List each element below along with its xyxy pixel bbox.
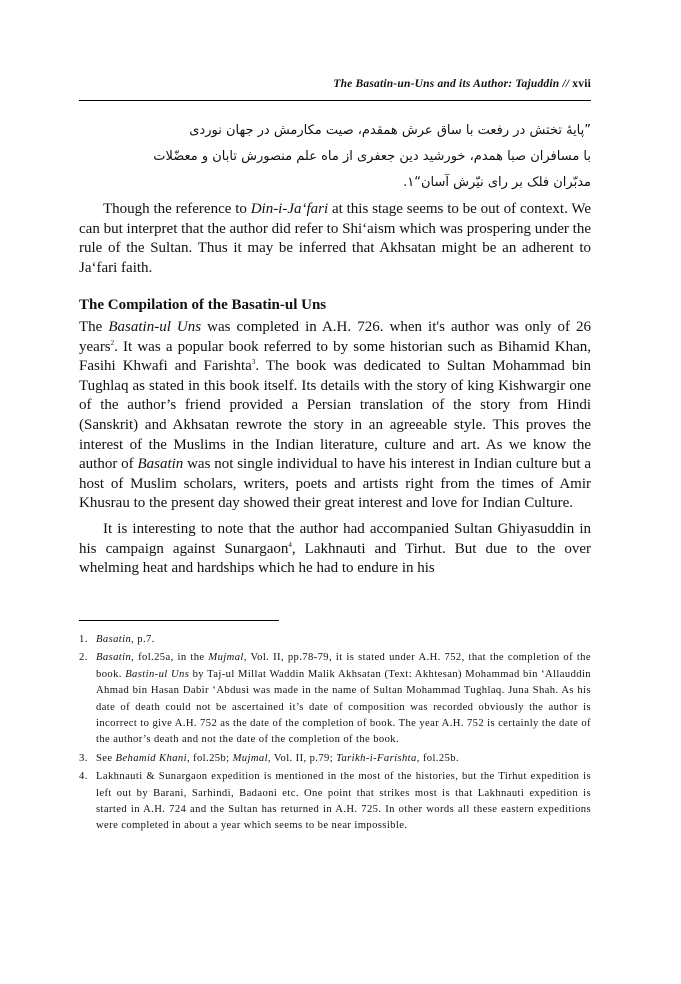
footnote-3: 3. See Behamid Khani, fol.25b; Mujmal, Vol. II, p.79; Tarikh-i-Farishta, fol.25b. [79,752,459,764]
footnote-1: 1. Basatin, p.7. [79,634,155,645]
footnote-ref-4: 4 [288,540,292,549]
footnote-2: 2. Basatin, fol.25a, in the Mujmal, Vol. II, pp.78-79, it is stated under A.H. 752, that the completion of the book. Bastin-ul Uns by Taj-ul Millat Waddin Malik Akhsatan (Text: Akhtesan) Mohammad bin ‘Allauddin Ahmad bin Hasan Dabir ‘Abdusi was made in the name of Sultan Mohammad Tughlaq. Juna Shah. As his date of death could not be ascertained it’s date of composition was recorded obviously the author is incorrect to give A.H. 752 as the date of the completion of book. The year A.H. 752 is certainly the date of the author’s death and not the date of the completion of the book. [79,652,592,746]
paragraph-2: The Basatin-ul Uns was completed in A.H. 726. when it's author was only of 26 years$^2$. It was a popular book referred to by some historian such as Bihamid Khan, Fasihi Khwafi and Farishta$^3$. The book was dedicated to Sultan Mohammad bin Tughlaq as stated in this book itself. Its details with the story of king Kishwargir one of the author’s friend provided a Persian translation of the story from Hindi (Sanskrit) and Akhsatan rewrote the story in an agreeable style. This proves the interest of the Muslims in the Indian literature, culture and art. As we know the author of Basatin was not single individual to have his interest in Indian culture but a host of Muslim scholars, writers, poets and artists right from the times of Amir Khusrau to the present day showed their great interest and love for Indian Culture. [79,318,591,512]
footnote-ref-3: 3 [251,358,256,367]
paragraph-1: Though the reference to Din-i-Ja‘fari at this stage seems to be out of context. We can but interpret that the author did refer to Shi‘aism which was prospering under the rule of the Sultan. Thus it may be inferred that Akhsatan might be an adherent to Ja‘fari faith. [79,201,591,276]
paragraph-3: It is interesting to note that the author had accompanied Sultan Ghiyasuddin in his campaign against Sunargaon$^4$, Lakhnauti and Tirhut. But due to the over whelming heat and hardships which he had to endure in his [79,520,592,577]
persian-line-2: با مسافران صبا همدم، خورشید دین جعفری از ماه علم منصورش تابان و معضّلات [153,149,591,164]
header-rule [79,100,591,101]
footnote-rule [79,620,279,621]
persian-quote [96,118,591,196]
persian-line-1: ”پایۀ تختش در رفعت با ساق عرش همقدم، صیت مکارمش در جهان نوردی [189,123,591,138]
footnote-4: 4. Lakhnauti & Sunargaon expedition is mentioned in the most of the histories, but the Tirhut expedition is left out by Barani, Sarhindi, Badaoni etc. One point that strikes most is that Lakhnauti expedition is started in A.H. 724 and the Sultan has returned in A.H. 725. In other words all these eastern expeditions were completed in about a year which seems to be near impossible. [79,771,591,832]
section-heading: The Compilation of the Basatin-ul Uns [79,297,327,314]
persian-line-3: مدبّران فلک بر رای نیّرش آسان“۱. [403,175,591,190]
footnote-ref-2: 2 [110,338,115,347]
main-text [79,200,591,579]
footnotes [79,632,591,837]
page-number: xvii [572,78,591,90]
running-header [79,78,591,90]
running-title: The Basatin-un-Uns and its Author: Tajuddin // [333,78,570,90]
